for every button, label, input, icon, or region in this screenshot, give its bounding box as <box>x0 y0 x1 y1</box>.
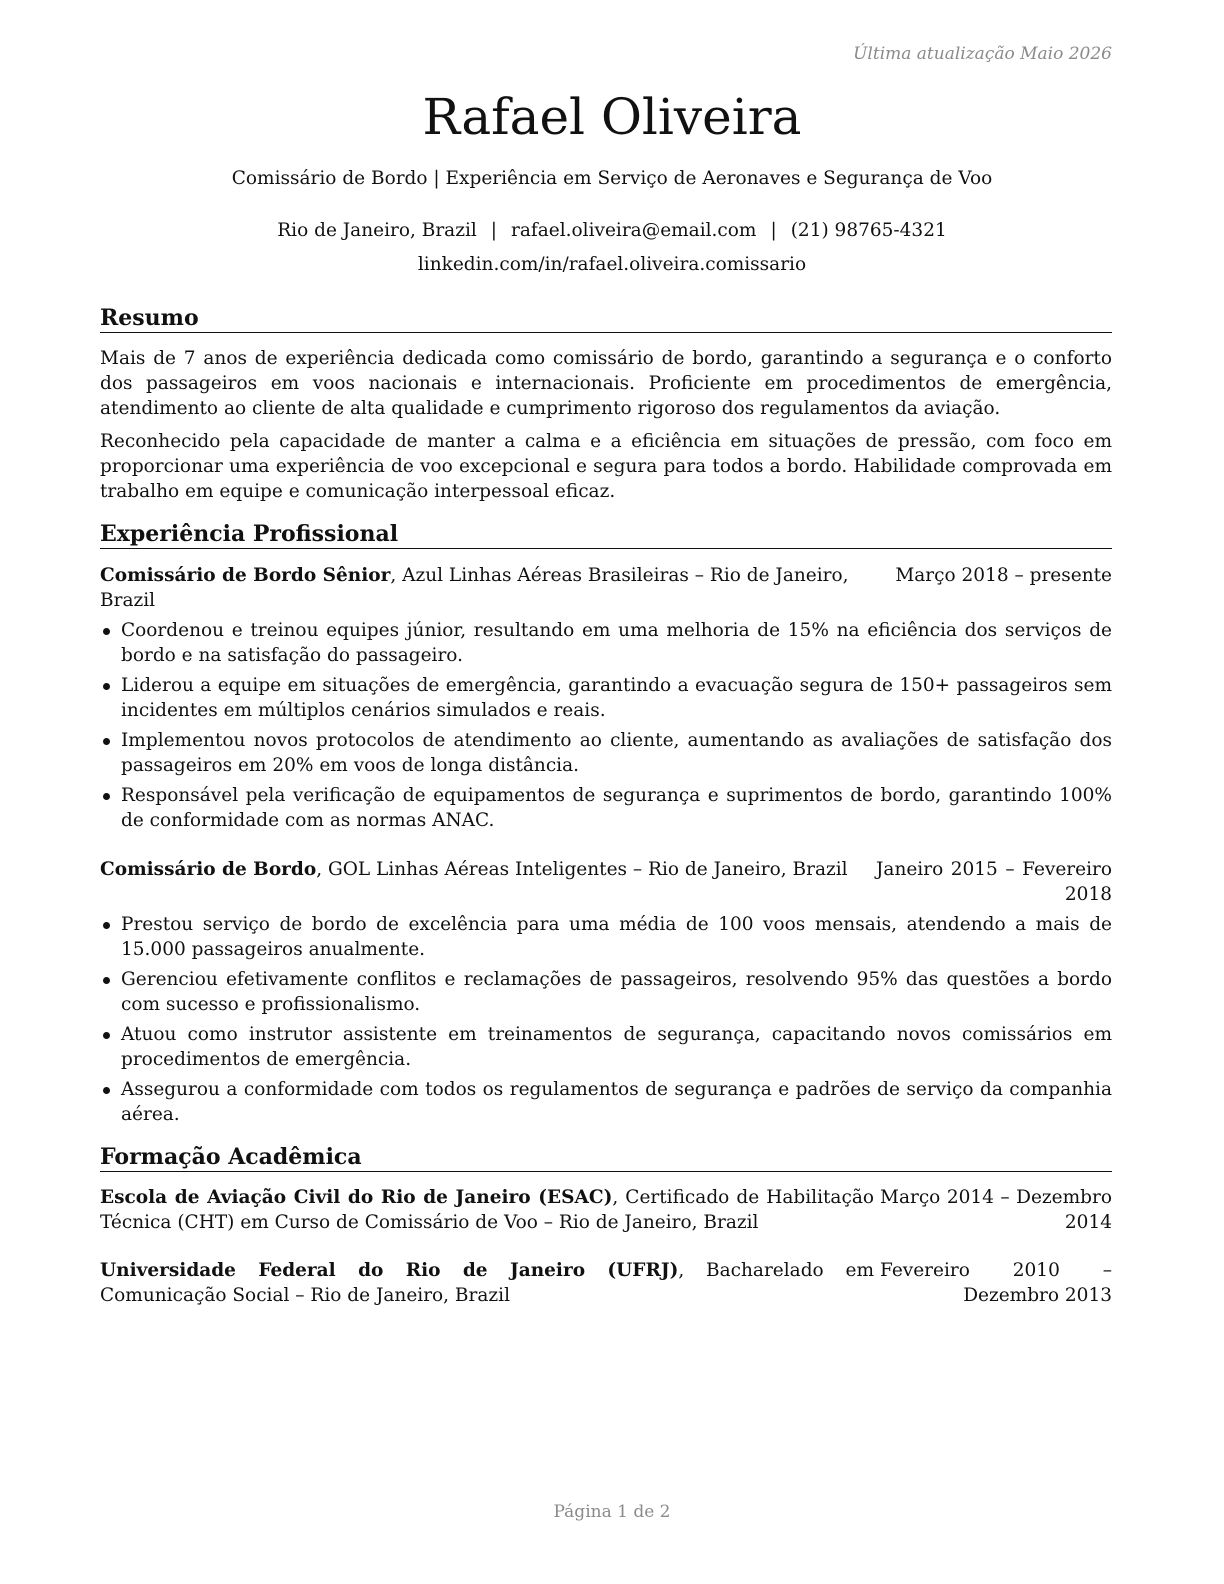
bullet-item: Coordenou e treinou equipes júnior, resultando em uma melhoria de 15% na eficiência dos serviços de bordo e na satisfação do passageiro. <box>100 618 1112 668</box>
job-entry <box>100 563 1112 833</box>
education-entry <box>100 1258 1112 1308</box>
degree-details: , Certificado de Habilitação Técnica (CHT) em Curso de Comissário de Voo – Rio de Janeiro, Brazil <box>100 1187 874 1233</box>
separator: | <box>490 220 498 241</box>
page-number: Página 1 de 2 <box>553 1502 671 1522</box>
location: Rio de Janeiro, Brazil <box>277 220 477 241</box>
contact-line <box>0 220 1224 241</box>
job-bullets <box>100 618 1112 833</box>
linkedin-url: linkedin.com/in/rafael.oliveira.comissario <box>417 254 807 275</box>
summary-section <box>100 304 1112 504</box>
school-name: Universidade Federal do Rio de Janeiro (UFRJ) <box>100 1260 679 1281</box>
job-header <box>100 857 1112 907</box>
headline: Comissário de Bordo | Experiência em Serviço de Aeronaves e Segurança de Voo <box>231 168 993 189</box>
experience-section <box>100 520 1112 1127</box>
section-title-summary: Resumo <box>100 304 1112 333</box>
degree-details: , Bacharelado em Comunicação Social – Rio de Janeiro, Brazil <box>100 1260 874 1306</box>
bullet-item: Liderou a equipe em situações de emergência, garantindo a evacuação segura de 150+ passageiros sem incidentes em múltiplos cenários simulados e reais. <box>100 673 1112 723</box>
job-company: , GOL Linhas Aéreas Inteligentes – Rio de Janeiro, Brazil <box>316 859 848 880</box>
job-role: Comissário de Bordo Sênior <box>100 565 391 586</box>
bullet-item: Gerenciou efetivamente conflitos e reclamações de passageiros, resolvendo 95% das questões a bordo com sucesso e profissionalismo. <box>100 967 1112 1017</box>
section-title-experience: Experiência Profissional <box>100 520 1112 549</box>
job-dates: Março 2018 – presente <box>895 565 1112 586</box>
education-dates: Fevereiro 2010 – Dezembro 2013 <box>880 1260 1112 1306</box>
job-role: Comissário de Bordo <box>100 859 317 880</box>
bullet-item: Assegurou a conformidade com todos os regulamentos de segurança e padrões de serviço da companhia aérea. <box>100 1077 1112 1127</box>
summary-text <box>100 346 1112 504</box>
email: rafael.oliveira@email.com <box>511 220 757 241</box>
resume-body <box>100 304 1112 1308</box>
job-bullets <box>100 912 1112 1127</box>
bullet-item: Responsável pela verificação de equipamentos de segurança e suprimentos de bordo, garantindo 100% de conformidade com as normas ANAC. <box>100 783 1112 833</box>
summary-paragraph: Reconhecido pela capacidade de manter a calma e a eficiência em situações de pressão, com foco em proporcionar uma experiência de voo excepcional e segura para todos a bordo. Habilidade comprovada em trabalho em equipe e comunicação interpessoal eficaz. <box>100 431 1112 502</box>
candidate-name: Rafael Oliveira <box>422 88 802 146</box>
job-dates: Janeiro 2015 – Fevereiro 2018 <box>876 859 1112 905</box>
phone: (21) 98765-4321 <box>790 220 947 241</box>
separator: | <box>770 220 777 241</box>
job-entry <box>100 857 1112 1127</box>
section-title-education: Formação Acadêmica <box>100 1143 1112 1172</box>
education-section <box>100 1143 1112 1308</box>
summary-paragraph: Mais de 7 anos de experiência dedicada como comissário de bordo, garantindo a segurança e o conforto dos passageiros em voos nacionais e internacionais. Proficiente em procedimentos de emergência, atendimento ao cliente de alta qualidade e cumprimento rigoroso dos regulamentos da aviação. <box>100 348 1112 419</box>
education-dates: Março 2014 – Dezembro 2014 <box>880 1187 1112 1233</box>
job-header <box>100 563 1112 613</box>
school-name: Escola de Aviação Civil do Rio de Janeiro (ESAC) <box>100 1187 613 1208</box>
last-updated: Última atualização Maio 2026 <box>853 44 1112 64</box>
bullet-item: Prestou serviço de bordo de excelência para uma média de 100 voos mensais, atendendo a mais de 15.000 passageiros anualmente. <box>100 912 1112 962</box>
job-company: , Azul Linhas Aéreas Brasileiras – Rio de Janeiro, Brazil <box>100 565 849 611</box>
bullet-item: Implementou novos protocolos de atendimento ao cliente, aumentando as avaliações de satisfação dos passageiros em 20% em voos de longa distância. <box>100 728 1112 778</box>
education-entry <box>100 1185 1112 1235</box>
bullet-item: Atuou como instrutor assistente em treinamentos de segurança, capacitando novos comissários em procedimentos de emergência. <box>100 1022 1112 1072</box>
